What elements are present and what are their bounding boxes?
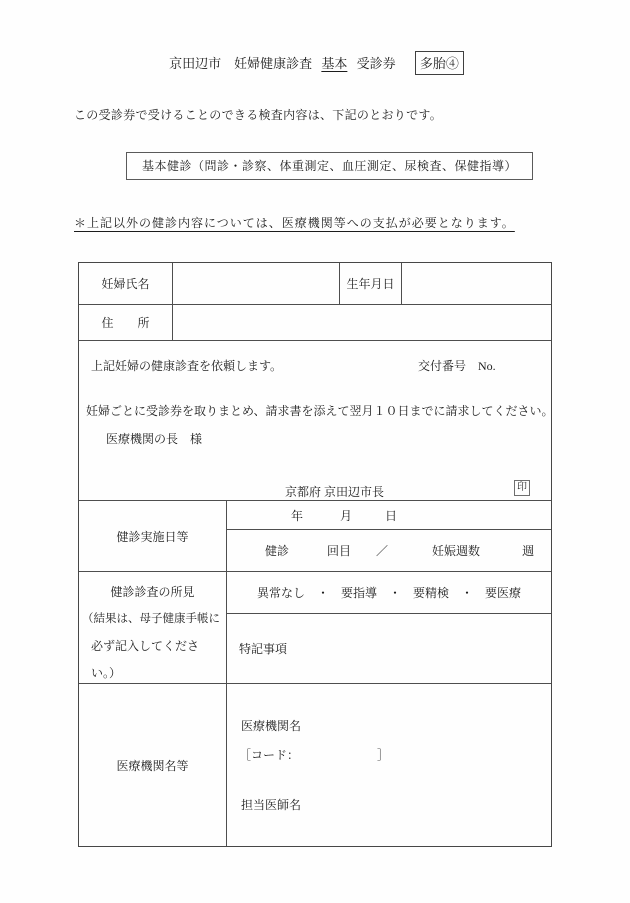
date-day-label: 日 [385, 508, 398, 523]
request-section [79, 341, 554, 500]
institution-name-label: 医療機関名 [241, 719, 302, 733]
row-mother-name [79, 263, 551, 305]
row-findings [79, 572, 551, 684]
payment-note: ＊上記以外の健診内容については、医療機関等への支払が必要となります。 [74, 216, 515, 230]
birthdate-field [402, 263, 551, 304]
remarks-label: 特記事項 [239, 642, 288, 656]
date-month-label: 月 [340, 508, 353, 523]
request-line: 上記妊婦の健康診査を依頼します。 [91, 359, 283, 373]
findings-row-label [79, 572, 227, 683]
intro-text: この受診券で受けることのできる検査内容は、下記のとおりです。 [74, 108, 443, 122]
medical-director-salutation: 医療機関の長 様 [106, 432, 203, 446]
findings-label-line: い。） [91, 666, 122, 680]
exam-date-row-label: 健診実施日等 [79, 501, 227, 571]
week-unit-label: 週 [522, 544, 535, 558]
findings-options: 異常なし ・ 要指導 ・ 要精検 ・ 要医療 [227, 572, 551, 614]
doctor-name-label: 担当医師名 [241, 798, 302, 812]
row-exam-date [79, 501, 551, 572]
mayor-signature: 京都府 京田辺市長 [285, 485, 385, 499]
voucher-form-table [78, 262, 552, 847]
row-address [79, 305, 551, 341]
date-year-label: 年 [291, 508, 304, 523]
multiple-birth-badge: 多胎④ [415, 51, 464, 75]
exam-content-box: 基本健診（問診・診察、体重測定、血圧測定、尿検査、保健指導） [126, 152, 533, 180]
findings-label-line: 必ず記入してくださ [91, 639, 200, 653]
address-label: 住 所 [79, 305, 173, 340]
row-request [79, 341, 554, 501]
title-voucher-text: 受診券 [356, 56, 396, 71]
institution-row-label: 医療機関名等 [79, 684, 227, 846]
findings-cells [227, 572, 551, 683]
mother-name-label: 妊婦氏名 [79, 263, 173, 304]
issue-number-label: 交付番号 No. [418, 359, 496, 373]
mother-name-field [173, 263, 340, 304]
slash-divider: ／ [376, 544, 389, 558]
title-city-text: 京田辺市 妊婦健康診査 [169, 56, 313, 71]
findings-label-line: （結果は、母子健康手帳に [82, 613, 220, 625]
row-institution [79, 684, 551, 846]
exam-date-cells [227, 501, 551, 571]
title-emphasis-basic: 基本 [321, 56, 348, 71]
birthdate-label: 生年月日 [340, 263, 402, 304]
pregnancy-weeks-label: 妊娠週数 [432, 544, 481, 558]
address-field [173, 305, 551, 340]
exam-count-line [227, 530, 551, 571]
exam-word: 健診 [265, 544, 290, 558]
findings-label-line: 健診診査の所見 [110, 585, 195, 599]
billing-instruction: 妊婦ごとに受診券を取りまとめ、請求書を添えて翌月１０日までに請求してください。 [86, 404, 554, 418]
institution-code-label: ［コード： ］ [239, 748, 390, 762]
count-word: 回目 [327, 544, 352, 558]
institution-cells [227, 684, 551, 846]
document-title [0, 51, 630, 75]
remarks-cell [227, 614, 551, 683]
date-line [227, 501, 551, 530]
seal-box: 印 [514, 480, 530, 496]
